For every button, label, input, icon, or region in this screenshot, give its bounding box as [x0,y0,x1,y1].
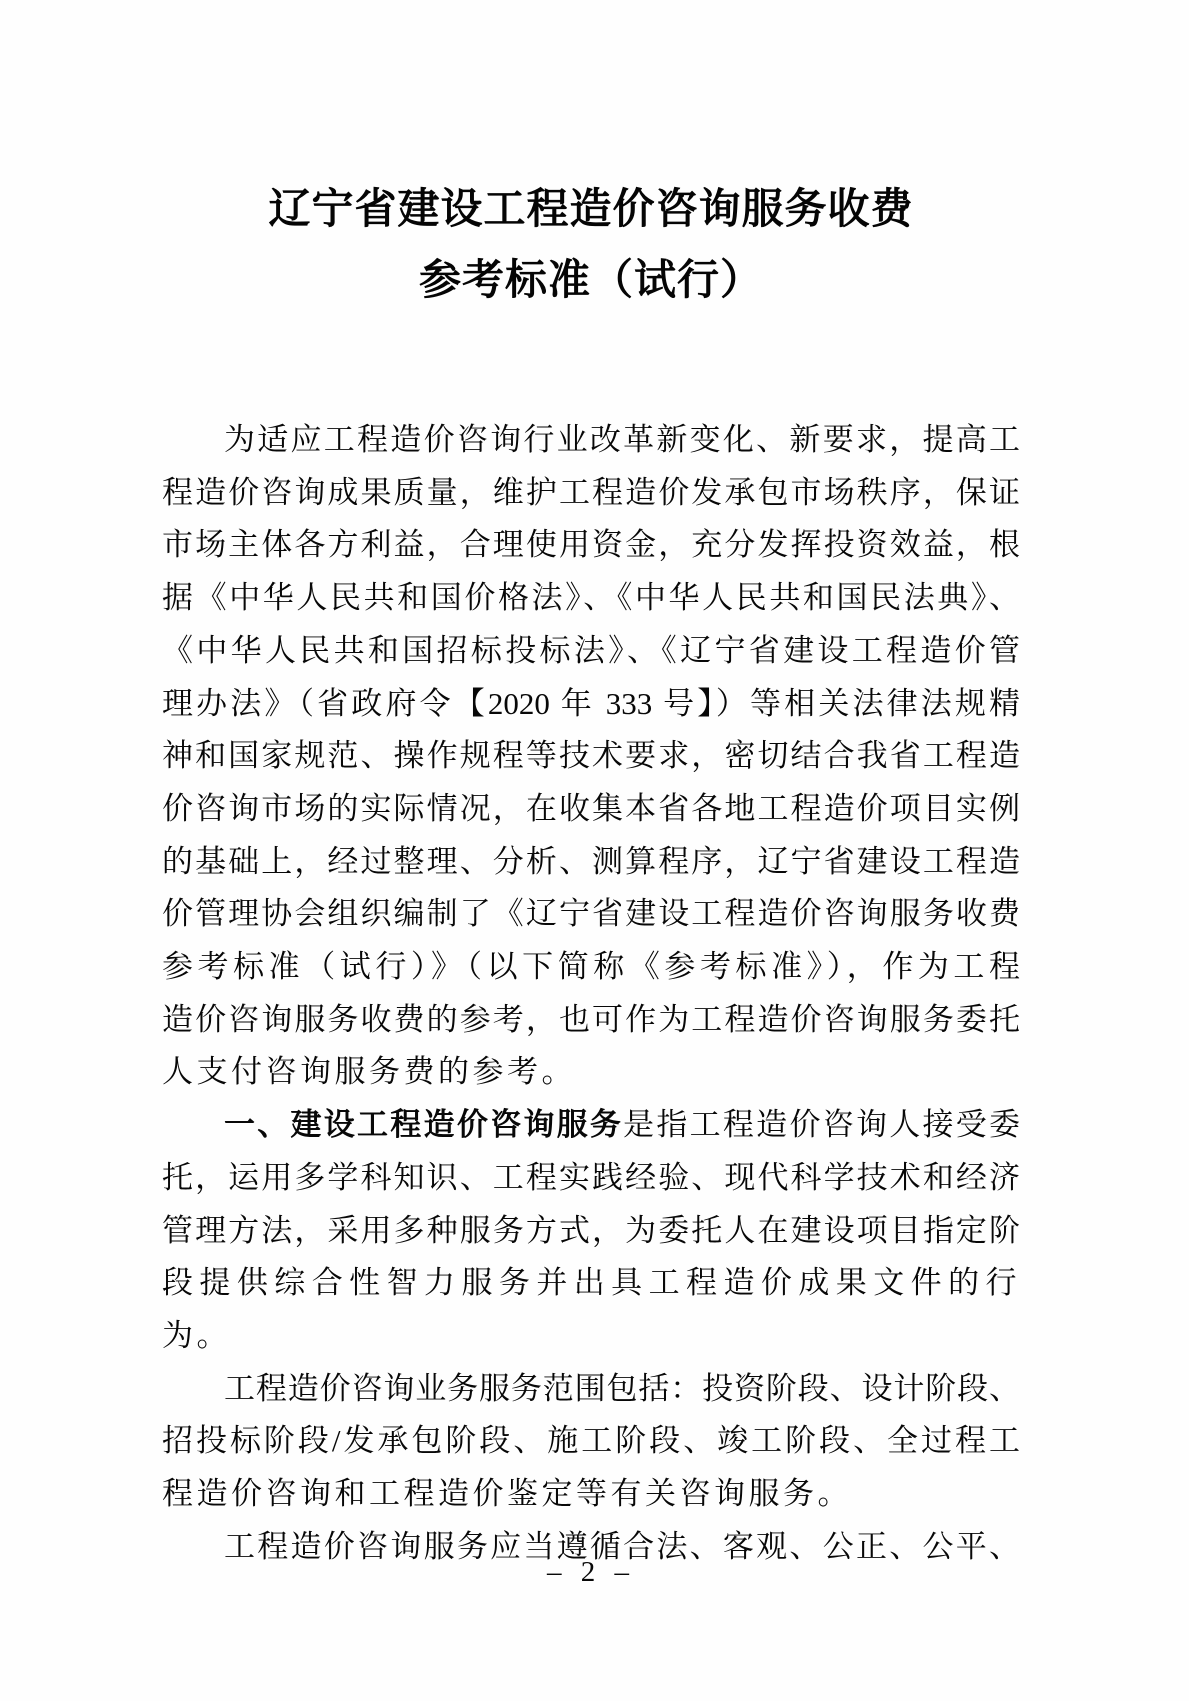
body-line: 理办法》（省政府令【2020 年 333 号】）等相关法律法规精 [162,685,1020,721]
section-heading-segment: 一、建设工程造价咨询服务 [224,1107,624,1143]
body-line: 价管理协会组织编制了《辽宁省建设工程造价咨询服务收费 [162,896,1020,932]
body-line: 人支付咨询服务费的参考。 [162,1054,576,1090]
body-line: 为适应工程造价咨询行业改革新变化、新要求，提高工 [224,422,1020,457]
body-line: 造价咨询服务收费的参考，也可作为工程造价咨询服务委托 [162,1001,1020,1037]
body-line: 程造价咨询和工程造价鉴定等有关咨询服务。 [162,1476,852,1512]
title-line-1: 辽宁省建设工程造价咨询服务收费 [268,185,914,232]
body-line: 托，运用多学科知识、工程实践经验、现代科学技术和经济 [162,1159,1020,1195]
body-line: 招投标阶段/发承包阶段、施工阶段、竣工阶段、全过程工 [162,1423,1020,1459]
body-line: 工程造价咨询业务服务范围包括：投资阶段、设计阶段、 [224,1370,1020,1406]
body-line [162,1099,1020,1152]
body-line: 神和国家规范、操作规程等技术要求，密切结合我省工程造 [162,738,1020,774]
body-line: 据《中华人民共和国价格法》、《中华人民共和国民法典》、 [162,580,1020,616]
page-number: – 2 – [547,1556,635,1588]
body-line: 价咨询市场的实际情况，在收集本省各地工程造价项目实例 [162,790,1020,826]
body-line: 参考标准（试行）》（以下简称《参考标准》），作为工程 [162,949,1020,985]
body-line: 段提供综合性智力服务并出具工程造价成果文件的行为。 [162,1265,1020,1353]
body-line: 管理方法，采用多种服务方式，为委托人在建设项目指定阶 [162,1212,1020,1248]
document-title [162,186,1020,303]
title-line-2: 参考标准（试行） [418,256,763,303]
document-body [162,414,1020,1573]
body-line: 工程造价咨询服务应当遵循合法、客观、公正、公平、 [224,1528,1020,1564]
body-line-segment: 是指工程造价咨询人接受委 [623,1107,1021,1143]
body-line: 市场主体各方利益，合理使用资金，充分发挥投资效益，根 [162,527,1020,563]
body-line: 《中华人民共和国招标投标法》、《辽宁省建设工程造价管 [162,632,1020,668]
body-line: 程造价咨询成果质量，维护工程造价发承包市场秩序，保证 [162,474,1020,510]
body-line: 的基础上，经过整理、分析、测算程序，辽宁省建设工程造 [162,843,1020,879]
